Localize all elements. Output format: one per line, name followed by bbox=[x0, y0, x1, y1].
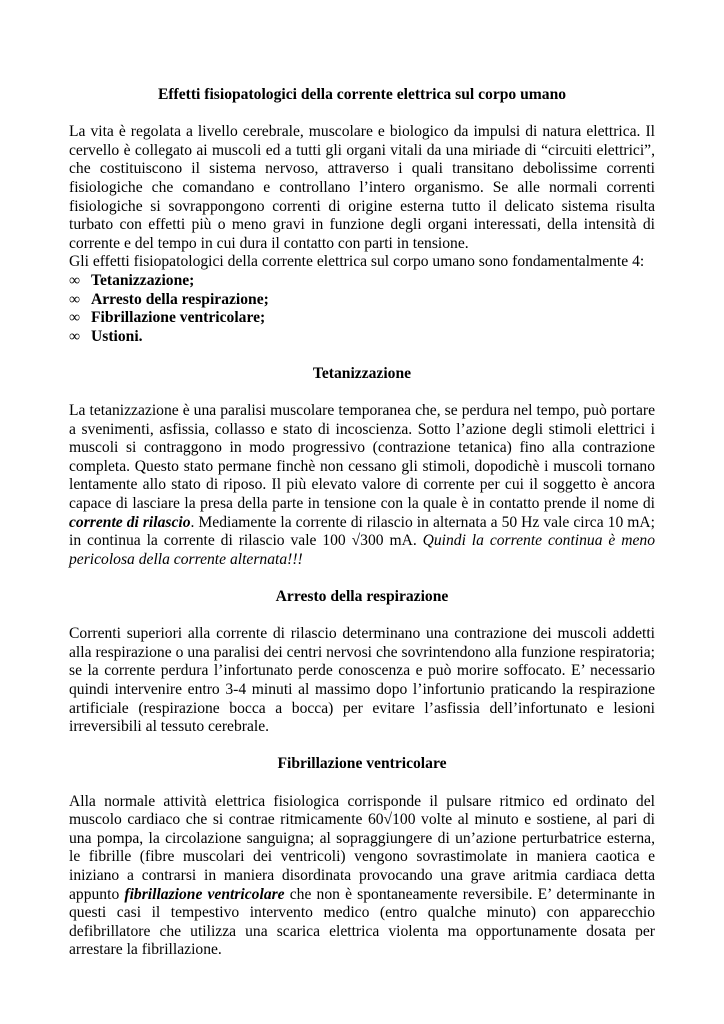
intro-paragraph: La vita è regolata a livello cerebrale, muscolare e biologico da impulsi di natura elettrica. Il cervello è collegato ai muscoli ed a tutti gli organi vitali da una miriade di “circuiti elettrici”, che costituiscono il sistema nervoso, attraverso i quali transitano debolissime correnti fisiologiche che comandano e controllano l’intero organismo. Se alle normali correnti fisiologiche si sovrappongono correnti di origine esterna tutto il delicato sistema risulta turbato con effetti più o meno gravi in funzione degli organi interessati, della intensità di corrente e del tempo in cui dura il contatto con parti in tensione. bbox=[69, 123, 655, 252]
list-item bbox=[69, 328, 655, 347]
list-item-label: Ustioni. bbox=[91, 327, 143, 345]
body-text: . Mediamente la corrente di rilascio in alternata a 50 Hz vale circa 10 mA; in continua la corrente di rilascio vale 100 √300 mA. bbox=[69, 513, 655, 550]
emphasis-term: fibrillazione ventricolare bbox=[124, 885, 285, 903]
effects-list-intro: Gli effetti fisiopatologici della corrente elettrica sul corpo umano sono fondamentalmente 4: bbox=[69, 253, 645, 271]
list-item bbox=[69, 309, 655, 328]
infinity-bullet-icon: ∞ bbox=[69, 271, 81, 289]
list-item bbox=[69, 272, 655, 291]
infinity-bullet-icon: ∞ bbox=[69, 290, 81, 308]
emphasis-term: corrente di rilascio bbox=[69, 513, 191, 531]
italic-note: Quindi la corrente continua è meno pericolosa della corrente alternata!!! bbox=[69, 532, 655, 568]
section-heading-fibrillazione: Fibrillazione ventricolare bbox=[277, 755, 447, 773]
body-text: che non è spontaneamente reversibile. E’ determinante in questi casi il tempestivo intervento medico (entro qualche minuto) con apparecchio defibrillatore che utilizza una scarica elettrica violenta ma opportunamente dosata per arrestare la fibrillazione. bbox=[69, 885, 655, 959]
section-body-arresto-respirazione: Correnti superiori alla corrente di rilascio determinano una contrazione dei muscoli addetti alla respirazione o una paralisi dei centri nervosi che sovrintendono alla funzione respiratoria; se la corrente perdura l’infortunato perde conoscenza e può morire soffocato. E’ necessario quindi intervenire entro 3-4 minuti al massimo dopo l’infortunio praticando la respirazione artificiale (respirazione bocca a bocca) per evitare l’asfissia dell’infortunato e lesioni irreversibili al tessuto cerebrale. bbox=[69, 625, 655, 736]
section-heading-arresto-respirazione: Arresto della respirazione bbox=[275, 588, 449, 606]
infinity-bullet-icon: ∞ bbox=[69, 327, 81, 345]
body-text: Alla normale attività elettrica fisiologica corrisponde il pulsare ritmico ed ordinato del muscolo cardiaco che si contrae ritmicamente 60√100 volte al minuto e sostiene, al pari di una pompa, la circolazione sanguigna; al sopraggiungere di un’azione perturbatrice esterna, le fibrille (fibre muscolari dei ventricoli) vengono sovrastimolate in maniera caotica e iniziano a contrarsi in maniera disordinata provocando una grave aritmia cardiaca detta appunto bbox=[69, 792, 655, 903]
infinity-bullet-icon: ∞ bbox=[69, 309, 81, 327]
effects-list bbox=[69, 272, 655, 346]
list-item-label: Tetanizzazione; bbox=[91, 271, 195, 289]
list-item-label: Arresto della respirazione; bbox=[91, 290, 269, 308]
section-body-tetanizzazione bbox=[69, 402, 655, 569]
section-body-fibrillazione bbox=[69, 793, 655, 960]
list-item bbox=[69, 291, 655, 310]
section-heading-tetanizzazione: Tetanizzazione bbox=[312, 364, 412, 382]
document-page bbox=[69, 86, 655, 960]
body-text: La tetanizzazione è una paralisi muscolare temporanea che, se perdura nel tempo, può portare a svenimenti, asfissia, collasso e stato di incoscienza. Sotto l’azione degli stimoli elettrici i muscoli si contraggono in modo progressivo (contrazione tetanica) fino alla contrazione completa. Questo stato permane finchè non cessano gli stimoli, dopodichè i muscoli tornano lentamente allo stato di riposo. Il più elevato valore di corrente per cui il soggetto è ancora capace di lasciare la presa della parte in tensione con la quale è in contatto prende il nome di bbox=[69, 402, 655, 513]
list-item-label: Fibrillazione ventricolare; bbox=[91, 309, 266, 327]
document-title: Effetti fisiopatologici della corrente elettrica sul corpo umano bbox=[157, 86, 567, 103]
